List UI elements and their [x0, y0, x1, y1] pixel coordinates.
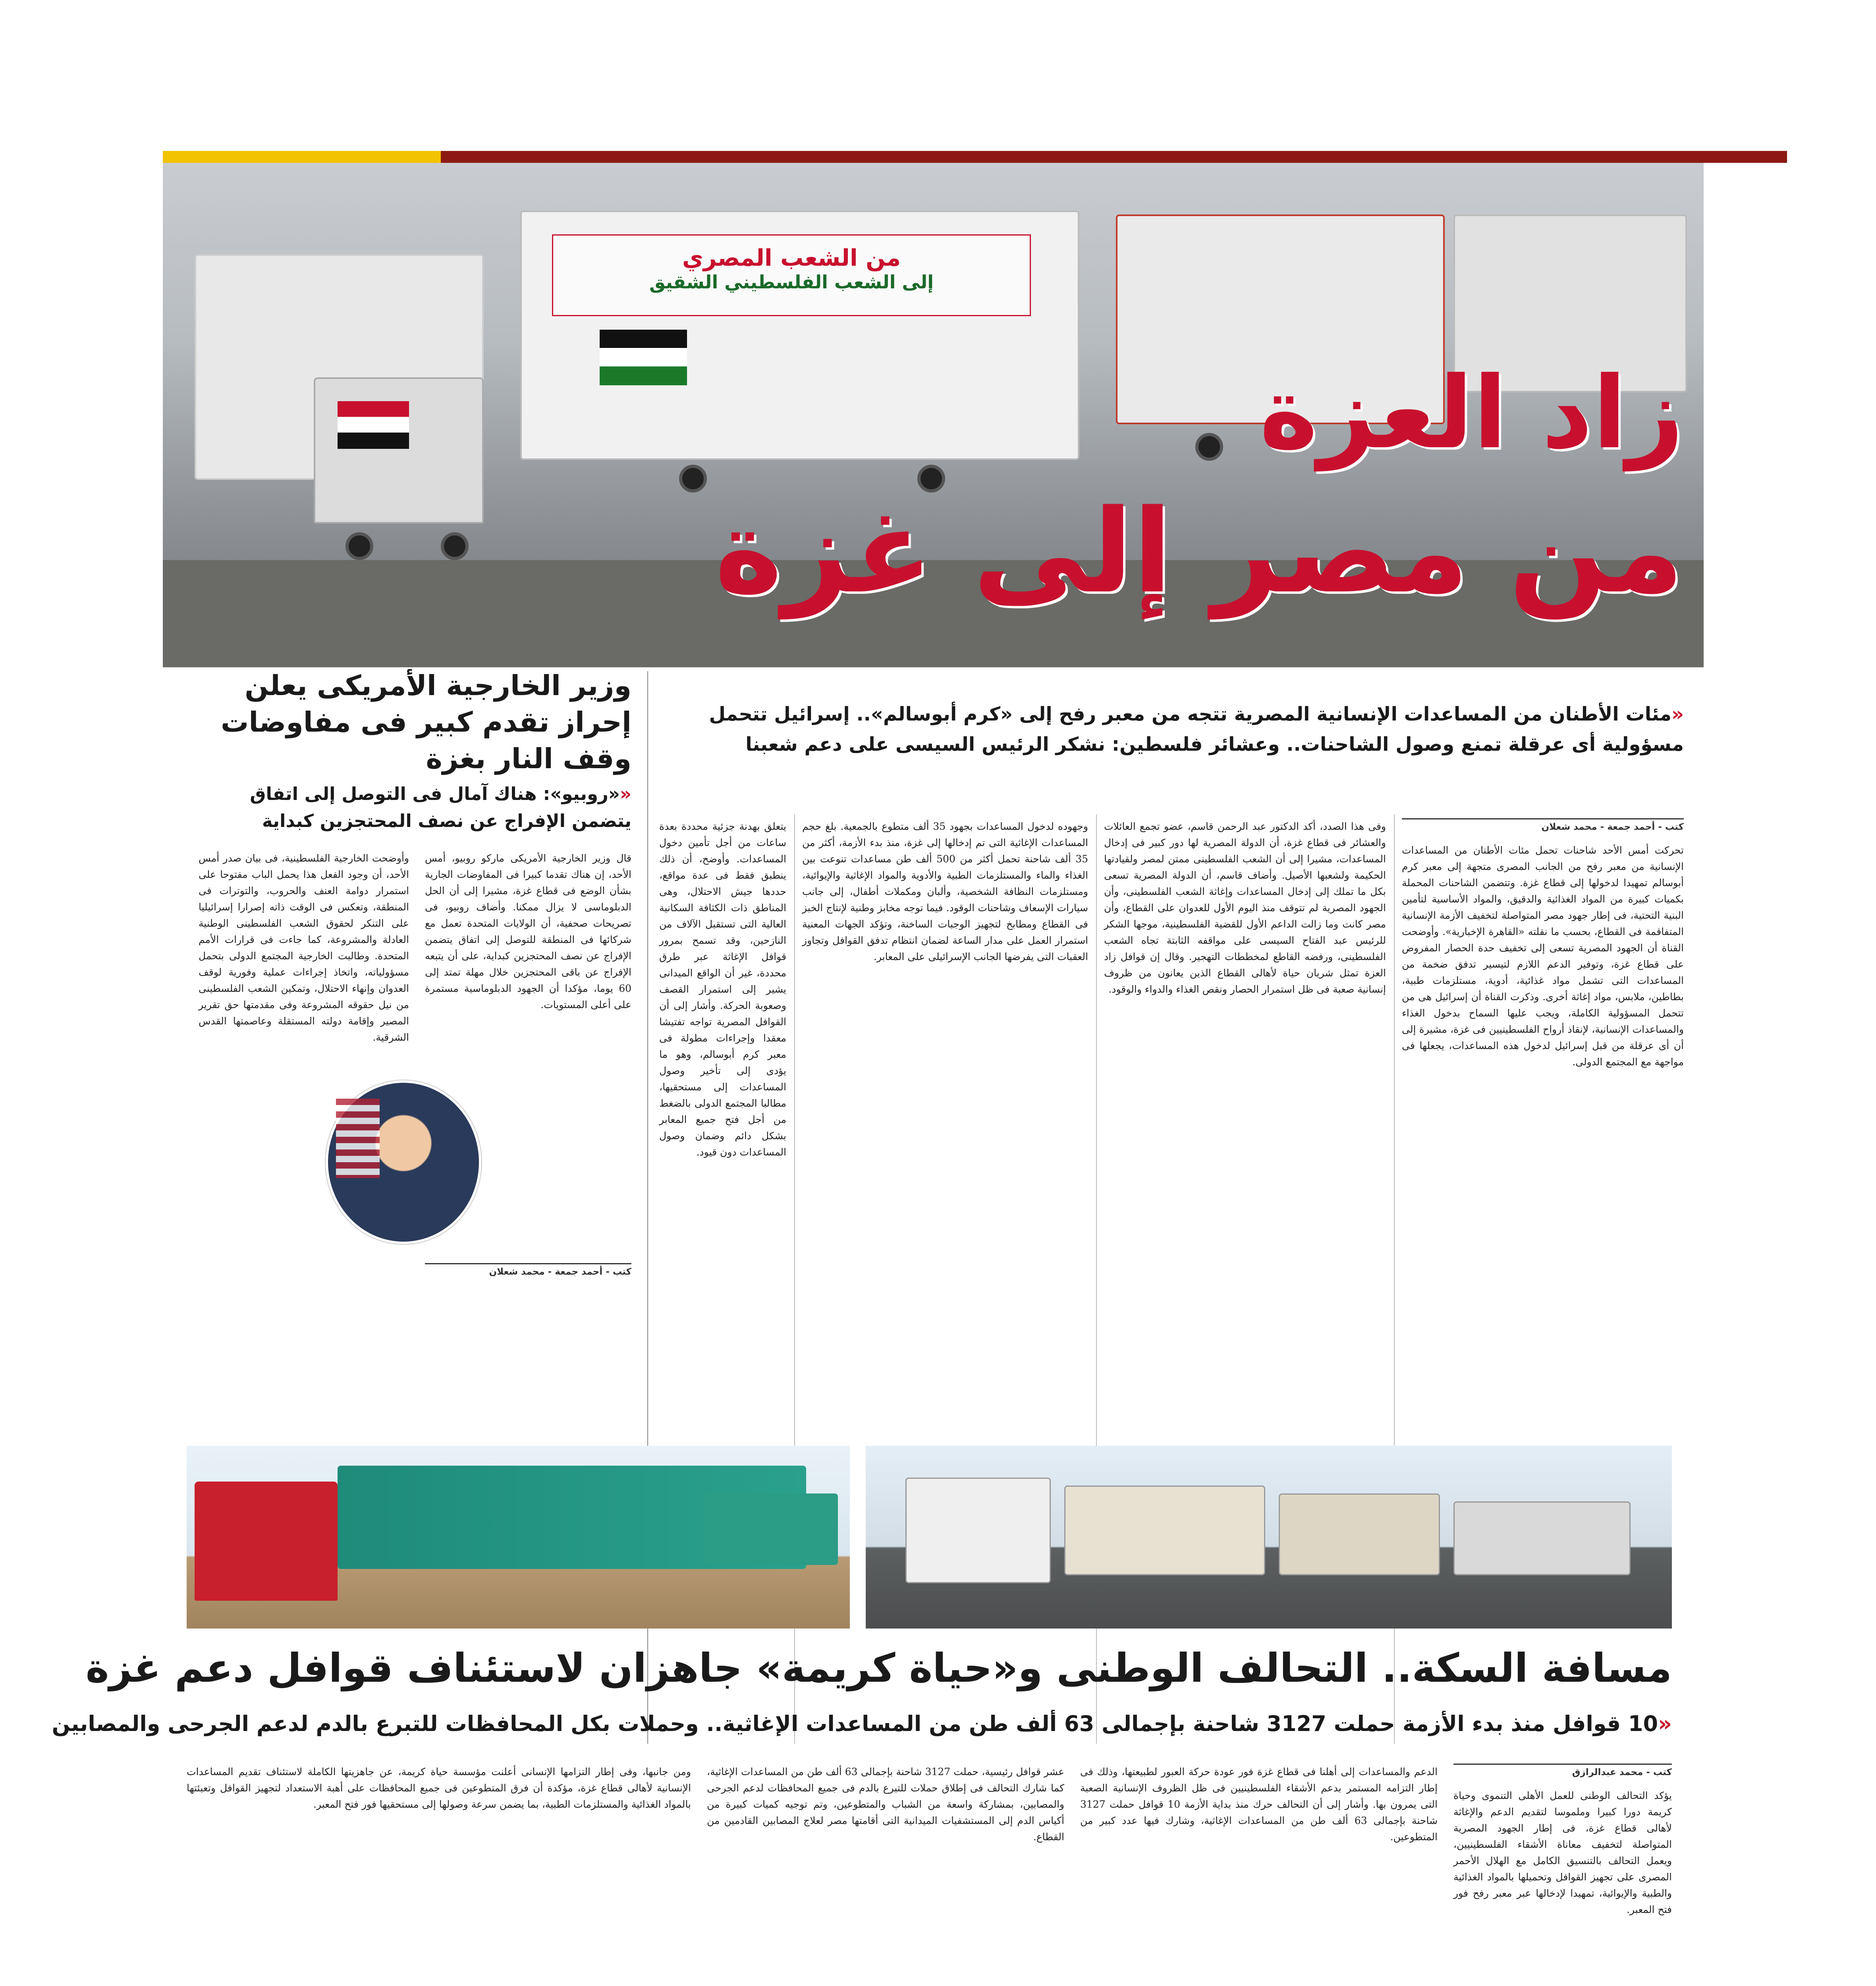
- flag-palestine: [600, 330, 687, 385]
- secondary-subhead: [199, 780, 631, 840]
- truck: [1279, 1493, 1440, 1575]
- secondary-col-2: وأوضحت الخارجية الفلسطينية، فى بيان صدر أمس الأحد، أن وجود الفعل هذا يحمل الباب مفتوحا على استمرار دوامة العنف والحروب، والتوترات فى المنطقة، وتعكس فى الوقت ذاته إصرارا إسرائيليا على التنكر لحقوق الشعب الفلسطينى الوطنية العادلة والمشروعة، كما جاءت فى قرارات الأمم المتحدة. وطالبت الخارجية المجتمع الدولى بتحمل مسؤولياته، واتخاذ إجراءات عملية وفورية لوقف العدوان وإنهاء الاحتلال، وتمكين الشعب الفلسطينى من نيل حقوقه المشروعة وفى مقدمتها حق تقرير المصير وإقامة دولته المستقلة وعاصمتها القدس الشرقية.: [199, 852, 409, 1043]
- main-subhead-text: مئات الأطنان من المساعدات الإنسانية المصرية تتجه من معبر رفح إلى «كرم أبوسالم».. إسرائيل تتحمل مسؤولية أى عرقلة تمنع وصول الشاحنات.. وعشائر فلسطين: نشكر الرئيس السيسى على دعم شعبنا: [709, 703, 1684, 755]
- truck: [1064, 1486, 1265, 1575]
- flag-egypt: [338, 401, 409, 449]
- flag-usa: [336, 1099, 380, 1178]
- wheel: [345, 532, 373, 560]
- secondary-subhead-text: «روبيو»: هناك آمال فى التوصل إلى اتفاق يتضمن الإفراج عن نصف المحتجزين كبداية: [250, 783, 631, 831]
- truck-1-cab: [314, 377, 484, 524]
- secondary-headline: وزير الخارجية الأمريكى يعلن إحراز تقدم كبير فى مفاوضات وقف النار بغزة: [220, 669, 631, 775]
- chevron-icon: «: [620, 783, 631, 804]
- main-headline-line1: زاد العزة: [1259, 355, 1684, 471]
- third-col-2: الدعم والمساعدات إلى أهلنا فى قطاع غزة فور عودة حركة العبور لطبيعتها، وذلك فى إطار التزامه المستمر بدعم الأشقاء الفلسطينيين فى ظل الظروف الإنسانية الصعبة التى يمرون بها. وأشار إلى أن التحالف حرك منذ بداية الأزمة 10 قوافل حملت 3127 شاحنة بإجمالى 63 ألف طن من المساعدات الإغاثية، وشارك فيها عدد كبير من المتطوعين.: [1080, 1766, 1438, 1843]
- third-col-3: عشر قوافل رئيسية، حملت 3127 شاحنة بإجمالى 63 ألف طن من المساعدات الإغاثية، كما شارك التحالف فى إطلاق حملات للتبرع بالدم فى جميع المحافظات لدعم الجرحى والمصابين، بمشاركة واسعة من الشباب والمتطوعين، وتم توجيه كميات كبيرة من أكياس الدم إلى المستشفيات الميدانية التى أقامتها مصر لعلاج المصابين القادمين من القطاع.: [707, 1766, 1064, 1843]
- truck: [905, 1478, 1051, 1583]
- third-subhead-text: 10 قوافل منذ بدء الأزمة حملت 3127 شاحنة بإجمالى 63 ألف طن من المساعدات الإغاثية.. وحملات بكل المحافظات للتبرع بالدم لدعم الجرحى والمصابين: [52, 1711, 1658, 1736]
- third-col-4: ومن جانبها، وفى إطار التزامها الإنسانى أعلنت مؤسسة حياة كريمة، عن جاهزيتها الكاملة لاستئناف تقديم المساعدات الإنسانية لأهالى قطاع غزة، مؤكدة أن فرق المتطوعين فى جميع المحافظات على أهبة الاستعداد لتجهيز القوافل وتعبئتها بالمواد الغذائية والمستلزمات الطبية، بما يضمن سرعة وصولها إلى مستحقيها فور فتح المعبر.: [187, 1766, 691, 1810]
- top-strip-yellow: [163, 151, 441, 163]
- third-byline: كتب - محمد عبدالرازق: [1453, 1764, 1672, 1783]
- third-headline: مسافة السكة.. التحالف الوطنى و«حياة كريمة» جاهزان لاستئناف قوافل دعم غزة: [85, 1645, 1672, 1691]
- banner-on-truck: [552, 234, 1031, 316]
- main-subhead: [667, 699, 1684, 771]
- main-col-1: تحركت أمس الأحد شاحنات تحمل مئات الأطنان من المساعدات الإنسانية من معبر رفح من الجانب المصرى متجهة إلى معبر كرم أبوسالم تمهيدا لدخولها إلى قطاع غزة. وتتضمن الشاحنات المحملة بكميات كبيرة من المواد الغذائية والدقيق، والمواد الأساسية لتأمين البنية التحتية، فى إطار جهود مصر المتواصلة لتخفيف الأزمة الإنسانية المتفاقمة فى القطاع، بحسب ما نقلته «القاهرة الإخبارية». وأوضحت القناة أن الجهود المصرية تسعى إلى تخفيف حدة الحصار المفروض على قطاع غزة، وتوفير الدعم اللازم لتيسير تدفق ضخمة من المساعدات التى تشمل مواد غذائية، أدوية، مستلزمات طبية، بطاطين، ملابس، مواد إغاثة أخرى. وذكرت القناة أن إسرائيل هى من تتحمل المسؤولية الكاملة، ويجب عليها السماح بدخول الغذاء والمساعدات الإنسانية، لإنقاذ أرواح الفلسطينيين فى غزة، مشيرة إلى أن أى عرقلة من قبل إسرائيل لدخول هذه المساعدات، يجعلها فى مواجهة مع المجتمع الدولى.: [1402, 844, 1684, 1068]
- main-headline-line2: من مصر إلى غزة: [714, 485, 1684, 619]
- main-byline: كتب - أحمد جمعة - محمد شعلان: [1402, 818, 1684, 838]
- rubio-photo: [326, 1080, 481, 1244]
- truck: [1453, 1501, 1631, 1575]
- banner-text-2: إلى الشعب الفلسطيني الشقيق: [649, 271, 934, 293]
- wheel: [441, 532, 469, 560]
- main-col-4: يتعلق بهدنة جزئية محددة بعدة ساعات من أجل تأمين دخول المساعدات. وأوضح، أن ذلك ينطبق فقط فى عدة مواقع، حددها جيش الاحتلال، وهى المناطق ذات الكثافة السكانية العالية التى تستقبل الآلاف من النازحين، وقد تسمح بمرور قوافل الإغاثة عبر طرق محددة، غير أن الواقع الميدانى يشير إلى استمرار القصف وصعوبة الحركة. وأشار إلى أن القوافل المصرية تواجه تفتيشا معقدا وإجراءات مطولة فى معبر كرم أبوسالم، وهو ما يؤدى إلى تأخير وصول المساعدات إلى مستحقيها، مطالبا المجتمع الدولى بالضغط من أجل فتح جميع المعابر بشكل دائم وضمان وصول المساعدات دون قيود.: [659, 821, 786, 1158]
- convoy-photo-left: [187, 1446, 850, 1629]
- chevron-icon: «: [1658, 1711, 1672, 1736]
- secondary-col-1: قال وزير الخارجية الأمريكى ماركو روبيو، أمس الأحد، إن هناك تقدما كبيرا فى المفاوضات الجارية بشأن الوضع فى قطاع غزة، مشيرا إلى أن الحل الدبلوماسى لا يزال ممكنا. وأضاف روبيو، فى تصريحات صحفية، أن الولايات المتحدة تعمل مع شركائها فى المنطقة للتوصل إلى اتفاق يتضمن الإفراج عن نصف المحتجزين كبداية، على أن يتبعه الإفراج عن باقى المحتجزين خلال مهلة تمتد إلى 60 يوما، مؤكدا أن الجهود الدبلوماسية مستمرة على أعلى المستويات.: [425, 852, 631, 1010]
- main-col-2: وفى هذا الصدد، أكد الدكتور عبد الرحمن قاسم، عضو تجمع العائلات والعشائر فى قطاع غزة، أن الدولة المصرية لها دور كبير فى إدخال المساعدات، مشيرا إلى أن الشعب الفلسطينى ممتن لمصر ولقيادتها الحكيمة ولشعبها الأصيل. وأضاف قاسم، أن الدولة المصرية تسعى بكل ما تملك إلى إدخال المساعدات وإغاثة الشعب الفلسطينى، وأن الجهود المصرية لم تتوقف منذ اليوم الأول للعدوان على القطاع، وأن مصر كانت وما زالت الداعم الأول للقضية الفلسطينية، موجها الشكر للرئيس عبد الفتاح السيسى على مواقفه الثابتة تجاه الشعب الفلسطينى، ورفضه القاطع لمخططات التهجير. وقال إن قوافل زاد العزة تمثل شريان حياة لأهالى القطاع الذين يعانون من ظروف إنسانية صعبة فى ظل استمرار الحصار ونقص الغذاء والدواء والوقود.: [1104, 821, 1386, 995]
- third-col-1: يؤكد التحالف الوطنى للعمل الأهلى التنموى وحياة كريمة دورا كبيرا وملموسا لتقديم الدعم والإغاثة لأهالى قطاع غزة، فى إطار الجهود المصرية المتواصلة لتخفيف معاناة الأشقاء الفلسطينيين، ويعمل التحالف بالتنسيق الكامل مع الهلال الأحمر المصرى على تجهيز القوافل وتحميلها بالمواد الغذائية والطبية والإيوائية، تمهيدا لإدخالها عبر معبر رفح فور فتح المعبر.: [1453, 1790, 1672, 1915]
- top-strip-red: [441, 151, 1787, 163]
- third-subhead: [52, 1708, 1672, 1740]
- convoy-photo-right: [866, 1446, 1672, 1629]
- banner-text-1: من الشعب المصري: [682, 244, 901, 271]
- secondary-byline: كتب - أحمد جمعة - محمد شعلان: [425, 1263, 631, 1283]
- main-col-3: وجهوده لدخول المساعدات بجهود 35 ألف متطوع بالجمعية. بلغ حجم المساعدات الإغاثية التى تم إدخالها إلى غزة، منذ بدء الأزمة، أكثر من 35 ألف شاحنة تحمل أكثر من 500 ألف طن مساعدات تنوعت بين الغذاء والماء والمستلزمات الطبية والأدوية والمواد الإغاثية والإيوائية، ومستلزمات النظافة الشخصية، وألبان ومكملات أطفال، إلى جانب سيارات الإسعاف وشاحنات الوقود. فيما توجه مخابز وطنية لإنتاج الخبز فى القطاع ومطابخ لتجهيز الوجبات الساخنة، وتؤكد الجهات المعنية استمرار العمل على مدار الساعة لضمان انتظام تدفق القوافل وتجاوز العقبات التى يفرضها الجانب الإسرائيلى على المعابر.: [802, 821, 1088, 962]
- truck: [703, 1493, 838, 1565]
- chevron-icon: «: [1671, 703, 1684, 725]
- truck-cab-red: [195, 1482, 338, 1601]
